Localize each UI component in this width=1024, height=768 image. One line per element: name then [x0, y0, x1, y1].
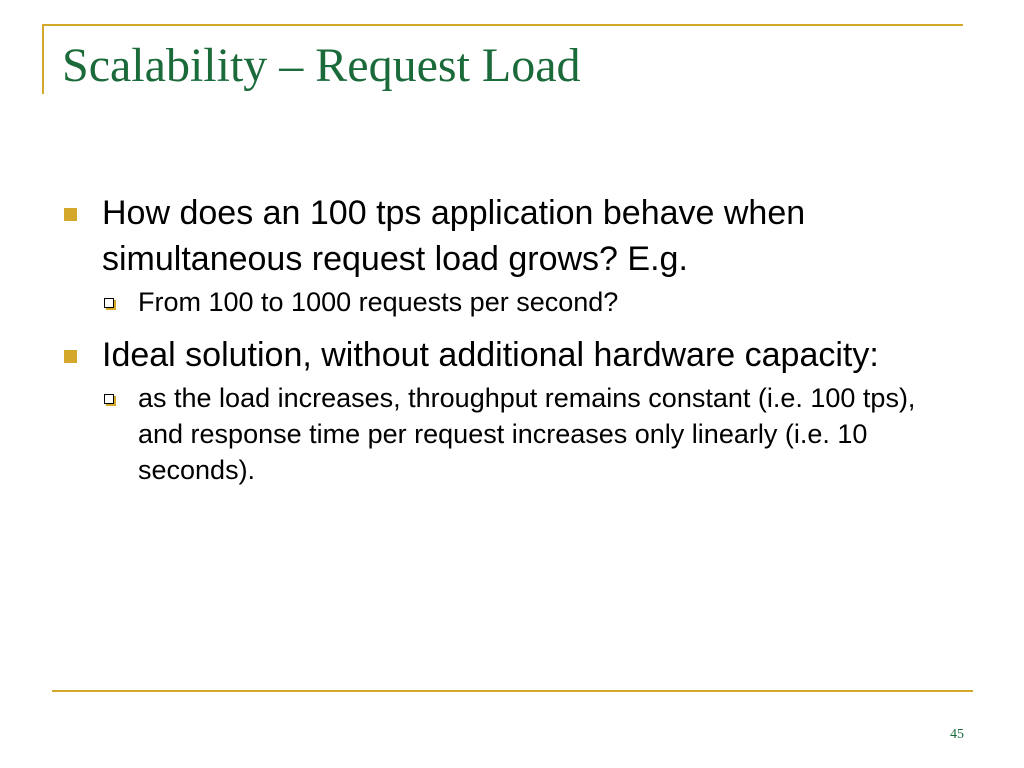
- bullet-item: [60, 332, 960, 378]
- hollow-square-icon: [104, 394, 114, 404]
- top-frame-line: [42, 24, 963, 26]
- filled-square-icon: [64, 350, 77, 363]
- page-number: 45: [950, 727, 964, 742]
- hollow-square-icon: [104, 298, 114, 308]
- sub-bullet-item: [102, 284, 960, 320]
- sub-bullet-text: From 100 to 1000 requests per second?: [138, 287, 619, 317]
- left-frame-line: [42, 24, 44, 94]
- slide-title: Scalability – Request Load: [62, 39, 581, 92]
- sub-bullet-item: [102, 380, 960, 488]
- footer-line: [52, 690, 973, 692]
- bullet-list: [60, 190, 960, 500]
- bullet-item: [60, 190, 960, 282]
- bullet-text: How does an 100 tps application behave when simultaneous request load grows? E.g.: [102, 194, 806, 278]
- filled-square-icon: [64, 208, 77, 221]
- sub-bullet-text: as the load increases, throughput remains constant (i.e. 100 tps), and response time per request increases only linearly (i.e. 10 seconds).: [138, 383, 916, 485]
- bullet-text: Ideal solution, without additional hardware capacity:: [102, 336, 879, 374]
